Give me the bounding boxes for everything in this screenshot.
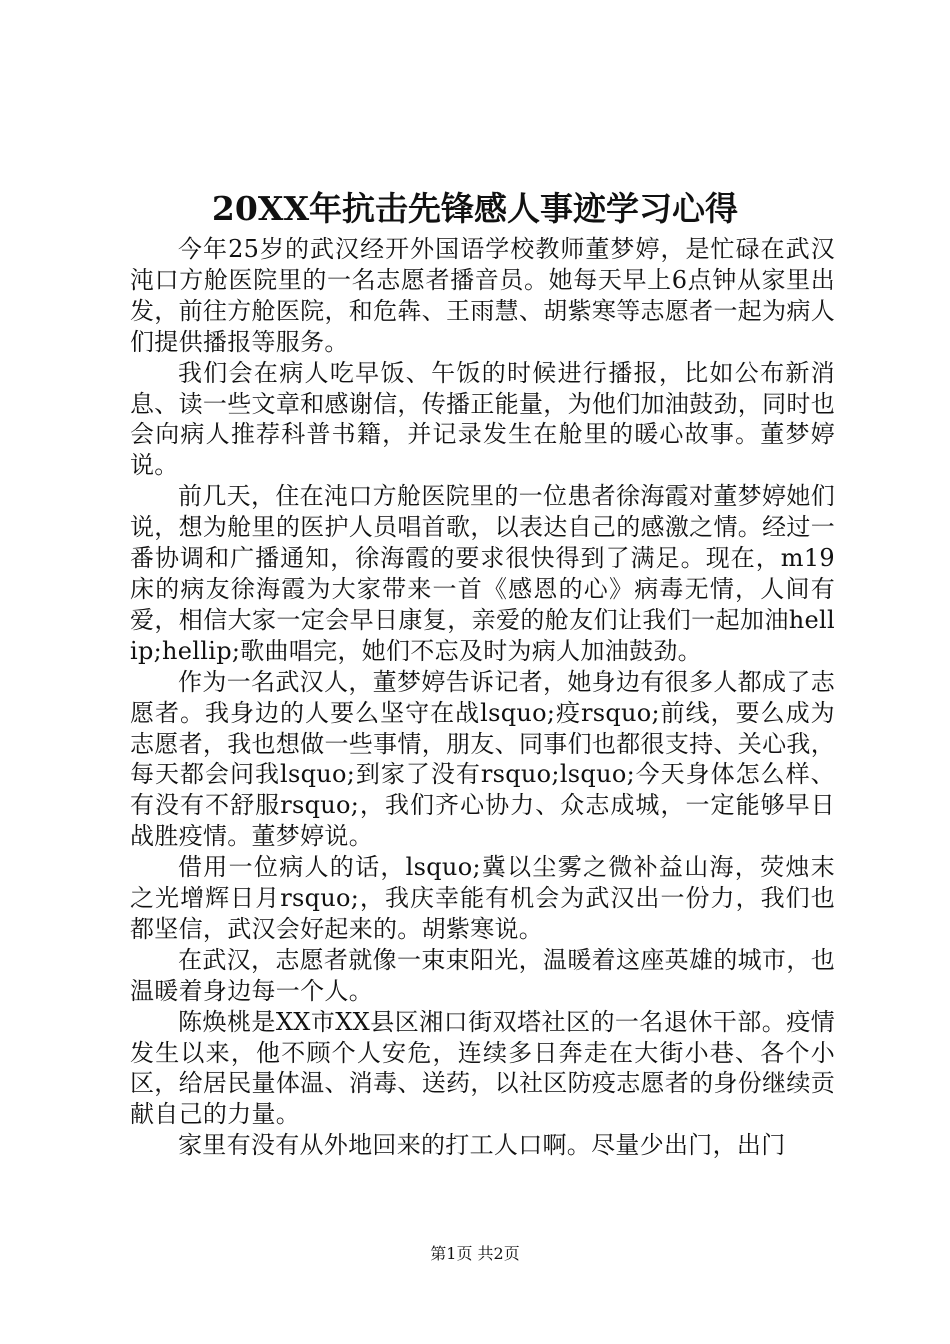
page-footer	[0, 1242, 950, 1266]
paragraph-6: 在武汉，志愿者就像一束束阳光，温暖着这座英雄的城市，也温暖着身边每一个人。	[130, 945, 835, 1005]
document-body	[130, 234, 835, 1161]
paragraph-4: 作为一名武汉人，董梦婷告诉记者，她身边有很多人都成了志愿者。我身边的人要么坚守在战lsquo;疫rsquo;前线，要么成为志愿者，我也想做一些事情，朋友、同事们也都很支持、关心我，每天都会问我lsquo;到家了没有rsquo;lsquo;今天身体怎么样、有没有不舒服rsquo;，我们齐心协力、众志成城，一定能够早日战胜疫情。董梦婷说。	[130, 667, 835, 851]
paragraph-7: 陈焕桃是XX市XX县区湘口街双塔社区的一名退休干部。疫情发生以来，他不顾个人安危，连续多日奔走在大街小巷、各个小区，给居民量体温、消毒、送药，以社区防疫志愿者的身份继续贡献自己的力量。	[130, 1007, 835, 1129]
paragraph-3: 前几天，住在沌口方舱医院里的一位患者徐海霞对董梦婷她们说，想为舱里的医护人员唱首歌，以表达自己的感激之情。经过一番协调和广播通知，徐海霞的要求很快得到了满足。现在，m19床的病友徐海霞为大家带来一首《感恩的心》病毒无情，人间有爱，相信大家一定会早日康复，亲爱的舱友们让我们一起加油hellip;hellip;歌曲唱完，她们不忘及时为病人加油鼓劲。	[130, 482, 835, 665]
paragraph-2: 我们会在病人吃早饭、午饭的时候进行播报，比如公布新消息、读一些文章和感谢信，传播正能量，为他们加油鼓劲，同时也会向病人推荐科普书籍，并记录发生在舱里的暖心故事。董梦婷说。	[130, 358, 835, 480]
paragraph-5: 借用一位病人的话，lsquo;冀以尘雾之微补益山海，荧烛末之光增辉日月rsquo;，我庆幸能有机会为武汉出一份力，我们也都坚信，武汉会好起来的。胡紫寒说。	[130, 853, 835, 943]
paragraph-1: 今年25岁的武汉经开外国语学校教师董梦婷，是忙碌在武汉沌口方舱医院里的一名志愿者播音员。她每天早上6点钟从家里出发，前往方舱医院，和危犇、王雨慧、胡紫寒等志愿者一起为病人们提供播报等服务。	[130, 235, 835, 356]
page-indicator: 第1页 共2页	[430, 1244, 520, 1263]
document-title: 20XX年抗击先锋感人事迹学习心得	[211, 189, 739, 228]
paragraph-8: 家里有没有从外地回来的打工人口啊。尽量少出门，出门	[178, 1131, 786, 1160]
